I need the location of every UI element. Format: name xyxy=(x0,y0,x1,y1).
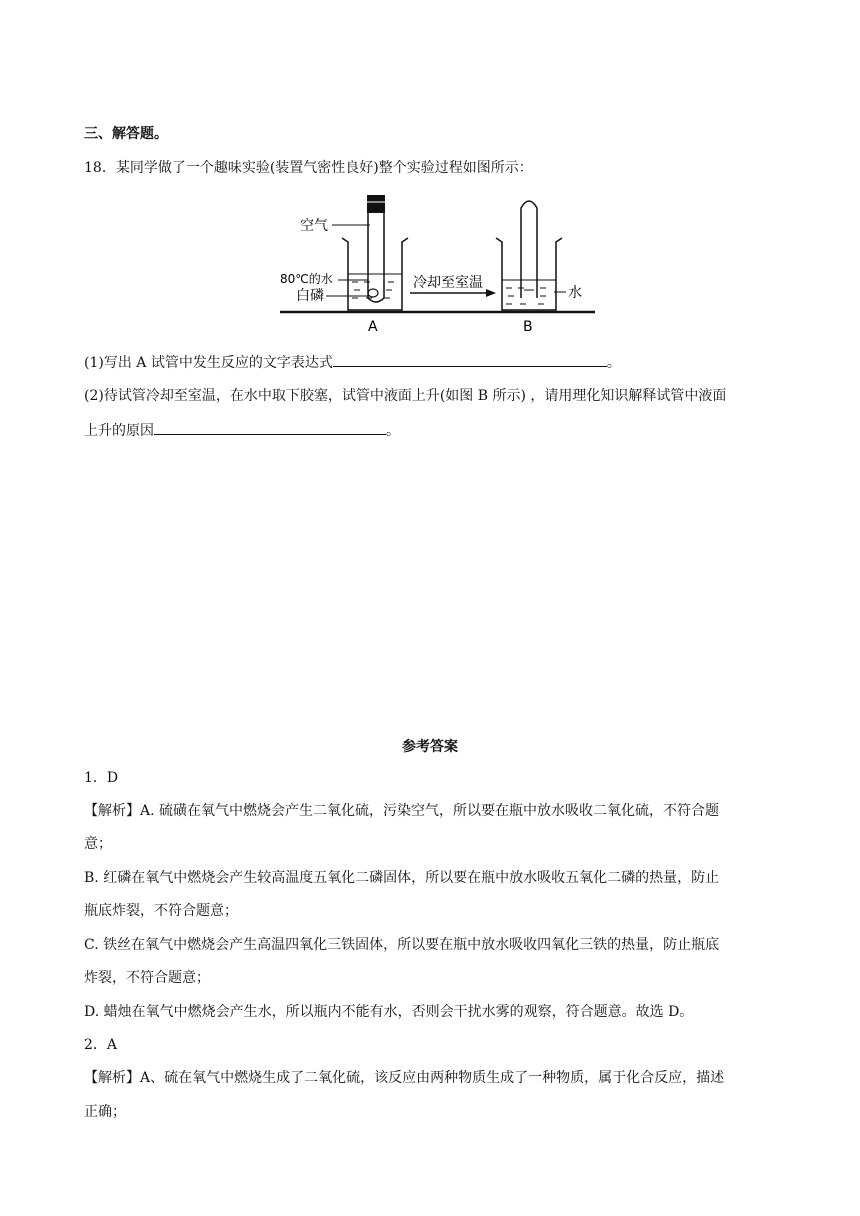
answer-2-line-1: 【解析】A、硫在氧气中燃烧生成了二氧化硫，该反应由两种物质生成了一种物质，属于化合反应，描述 xyxy=(84,1070,725,1086)
question-18-stem: 18．某同学做了一个趣味实验(装置气密性良好)整个实验过程如图所示： xyxy=(84,160,533,176)
answer-1-line-7: D. 蜡烛在氧气中燃烧会产生水，所以瓶内不能有水，否则会干扰水雾的观察，符合题意。故选 D。 xyxy=(84,1004,694,1020)
rubber-stopper xyxy=(367,195,385,213)
label-b: B xyxy=(523,319,533,335)
answer-1-line-5: C. 铁丝在氧气中燃烧会产生高温四氧化三铁固体，所以要在瓶中放水吸收四氧化三铁的热量，防止瓶底 xyxy=(84,937,720,953)
answer-1-line-3: B. 红磷在氧气中燃烧会产生较高温度五氧化二磷固体，所以要在瓶中放水吸收五氧化二磷的热量，防止 xyxy=(84,870,720,886)
answer-2-number: 2．A xyxy=(84,1037,118,1053)
label-hot-water: 80℃的水 xyxy=(280,272,333,286)
question-18-part-2-line-1: (2)待试管冷却至室温，在水中取下胶塞，试管中液面上升(如图 B 所示) ，请用理化知识解释试管中液面 xyxy=(84,388,727,404)
part-2-end: 。 xyxy=(386,423,400,439)
experiment-figure xyxy=(270,190,600,338)
answer-blank-1[interactable] xyxy=(333,352,607,367)
question-18-part-1 xyxy=(84,352,621,373)
label-white-phosphorus: 白磷 xyxy=(296,288,324,304)
answer-1-line-1: 【解析】A. 硫磺在氧气中燃烧会产生二氧化硫，污染空气，所以要在瓶中放水吸收二氧化硫，不符合题 xyxy=(84,803,720,819)
label-air: 空气 xyxy=(300,218,328,234)
label-a: A xyxy=(368,319,378,335)
arrow-head xyxy=(486,289,496,297)
label-water: 水 xyxy=(568,285,582,301)
section-heading: 三、解答题。 xyxy=(84,126,168,142)
part-1-end: 。 xyxy=(606,355,621,371)
beaker-a xyxy=(342,195,408,310)
answer-1-number: 1．D xyxy=(84,770,119,786)
label-cool: 冷却至室温 xyxy=(413,275,483,291)
question-18-part-2-line-2 xyxy=(84,420,400,441)
part-2-text: 上升的原因 xyxy=(84,423,154,439)
answer-blank-2[interactable] xyxy=(154,420,386,435)
beaker-b xyxy=(496,201,562,310)
answer-1-line-2: 意； xyxy=(84,836,112,852)
answers-title: 参考答案 xyxy=(402,739,458,755)
answer-1-line-6: 炸裂，不符合题意； xyxy=(84,970,210,986)
part-1-text: (1)写出 A 试管中发生反应的文字表达式 xyxy=(84,355,333,371)
answer-2-line-2: 正确； xyxy=(84,1104,126,1120)
answer-1-line-4: 瓶底炸裂，不符合题意； xyxy=(84,903,238,919)
